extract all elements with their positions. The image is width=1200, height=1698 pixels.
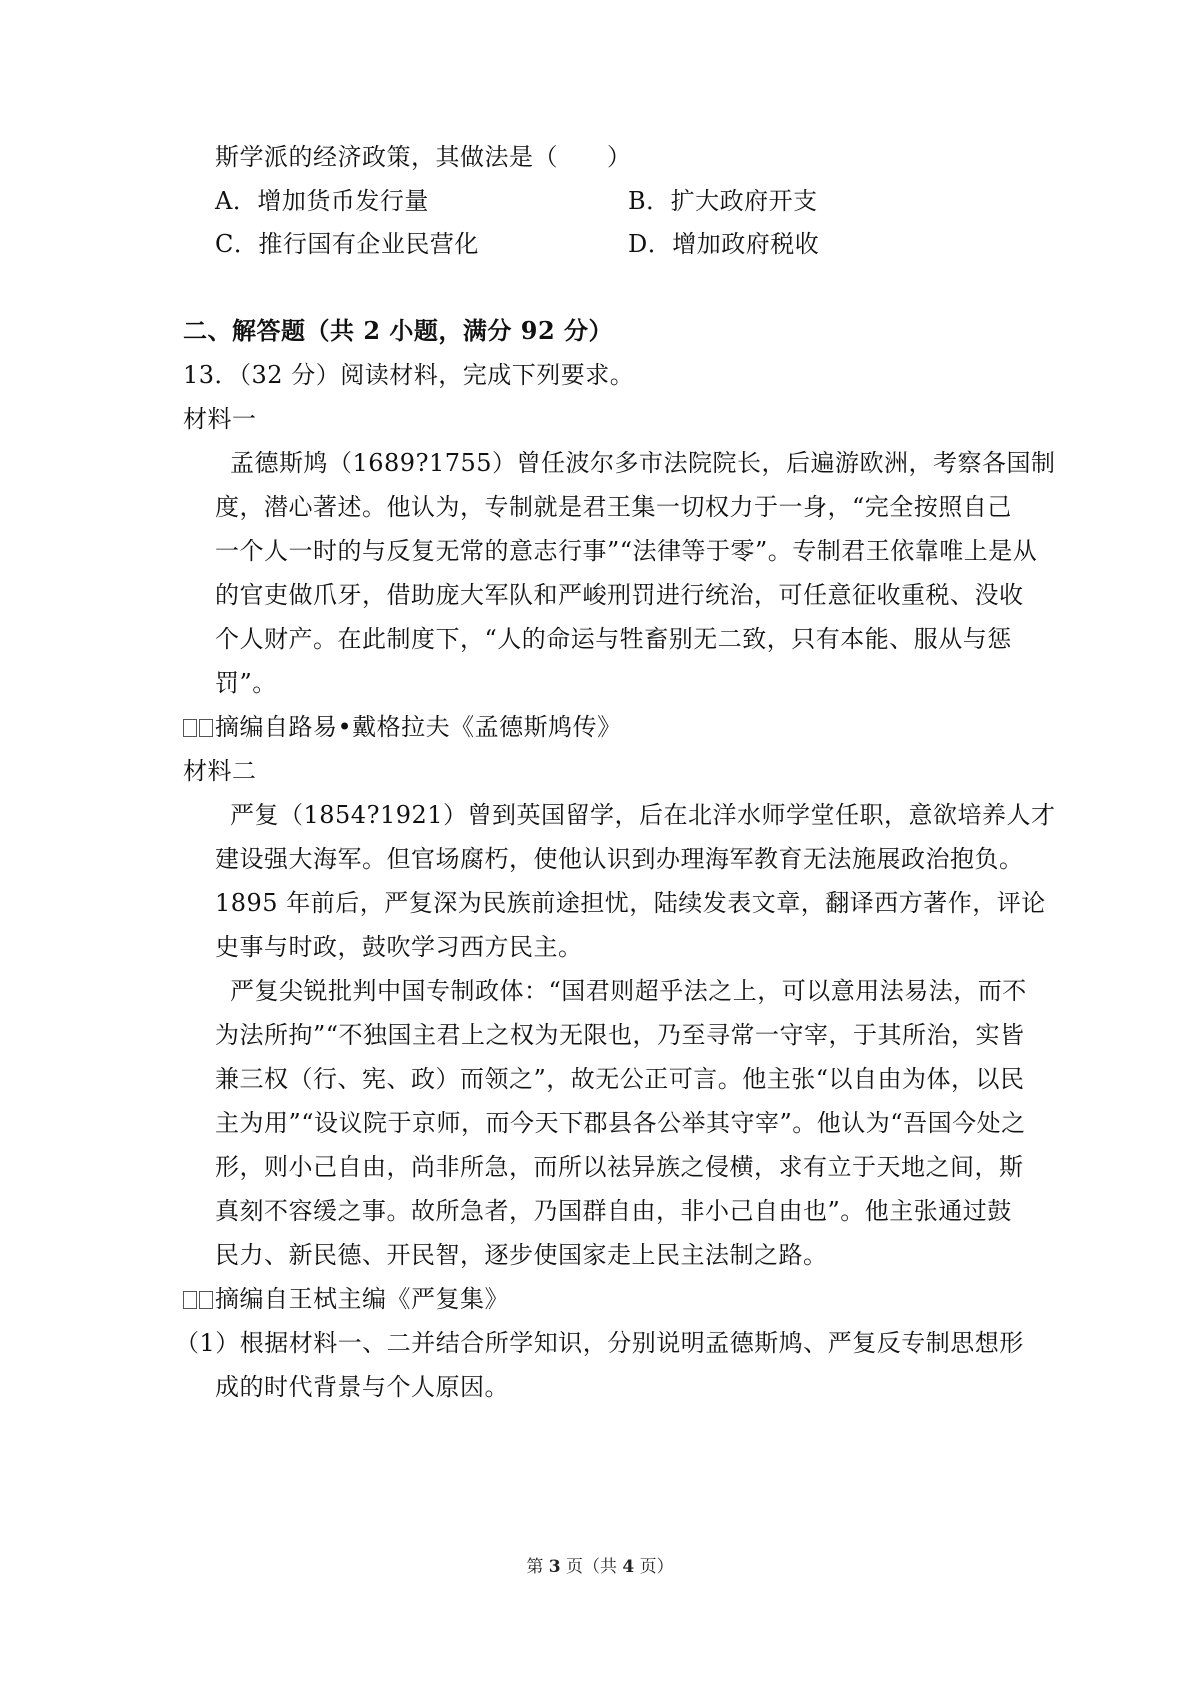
material-2-line: 史事与时政，鼓吹学习西方民主。 [215, 933, 583, 961]
question-13-intro: 13．（32 分）阅读材料，完成下列要求。 [183, 361, 635, 389]
material-2-line: 民力、新民德、开民智，逐步使国家走上民主法制之路。 [215, 1241, 828, 1269]
material-2-line: 严复（1854?1921）曾到英国留学，后在北洋水师学堂任职，意欲培养人才 [230, 801, 1056, 829]
material-2-title: 材料二 [183, 757, 257, 785]
material-2-line: 建设强大海军。但官场腐朽，使他认识到办理海军教育无法施展政治抱负。 [215, 845, 1024, 873]
material-1-line: 孟德斯鸠（1689?1755）曾任波尔多市法院院长，后遍游欧洲，考察各国制 [230, 449, 1056, 477]
missing-glyph-box [183, 719, 197, 737]
sub-question-1: （1）根据材料一、二并结合所学知识，分别说明孟德斯鸠、严复反专制思想形 [175, 1329, 1024, 1357]
missing-glyph-box [183, 1291, 197, 1309]
question-continuation: 斯学派的经济政策，其做法是（ ） [215, 143, 632, 171]
material-2-source: 摘编自王栻主编《严复集》 [183, 1282, 509, 1316]
option-b: B．扩大政府开支 [628, 187, 818, 215]
material-2-line: 真刻不容缓之事。故所急者，乃国群自由，非小己自由也”。他主张通过鼓 [215, 1197, 1012, 1225]
sub-question-1-cont: 成的时代背景与个人原因。 [215, 1373, 509, 1401]
missing-glyph-box [199, 1291, 213, 1309]
missing-glyph-box [199, 719, 213, 737]
page-number: 3 [548, 1557, 561, 1577]
option-a: A．增加货币发行量 [215, 187, 429, 215]
material-1-line: 的官吏做爪牙，借助庞大军队和严峻刑罚进行统治，可任意征收重税、没收 [215, 581, 1024, 609]
material-1-title: 材料一 [183, 405, 257, 433]
option-d: D．增加政府税收 [628, 230, 820, 258]
material-1-line: 度，潜心著述。他认为，专制就是君王集一切权力于一身，“完全按照自己 [215, 493, 1012, 521]
material-2-line: 形，则小己自由，尚非所急，而所以祛异族之侵横，求有立于天地之间，斯 [215, 1153, 1024, 1181]
material-1-line: 一个人一时的与反复无常的意志行事”“法律等于零”。专制君王依靠唯上是从 [215, 537, 1038, 565]
material-2-line: 主为用”“设议院于京师，而今天下郡县各公举其守宰”。他认为“吾国今处之 [215, 1109, 1026, 1137]
section-heading: 二、解答题（共 2 小题，满分 92 分） [183, 316, 614, 345]
page-total: 4 [622, 1557, 635, 1577]
material-1-source: 摘编自路易•戴格拉夫《孟德斯鸠传》 [183, 710, 622, 744]
material-2-line: 兼三权（行、宪、政）而领之”，故无公正可言。他主张“以自由为体，以民 [215, 1065, 1025, 1093]
material-2-line: 1895 年前后，严复深为民族前途担忧，陆续发表文章，翻译西方著作，评论 [215, 889, 1046, 917]
material-2-line: 为法所拘”“不独国主君上之权为无限也，乃至寻常一守宰，于其所治，实皆 [215, 1021, 1025, 1049]
material-1-line: 个人财产。在此制度下，“人的命运与牲畜别无二致，只有本能、服从与惩 [215, 625, 1012, 653]
page-footer: 第 3 页（共 4 页） [526, 1557, 674, 1577]
material-2-line: 严复尖锐批判中国专制政体：“国君则超乎法之上，可以意用法易法，而不 [230, 977, 1027, 1005]
option-c: C．推行国有企业民营化 [215, 230, 479, 258]
material-1-line: 罚”。 [215, 669, 277, 697]
